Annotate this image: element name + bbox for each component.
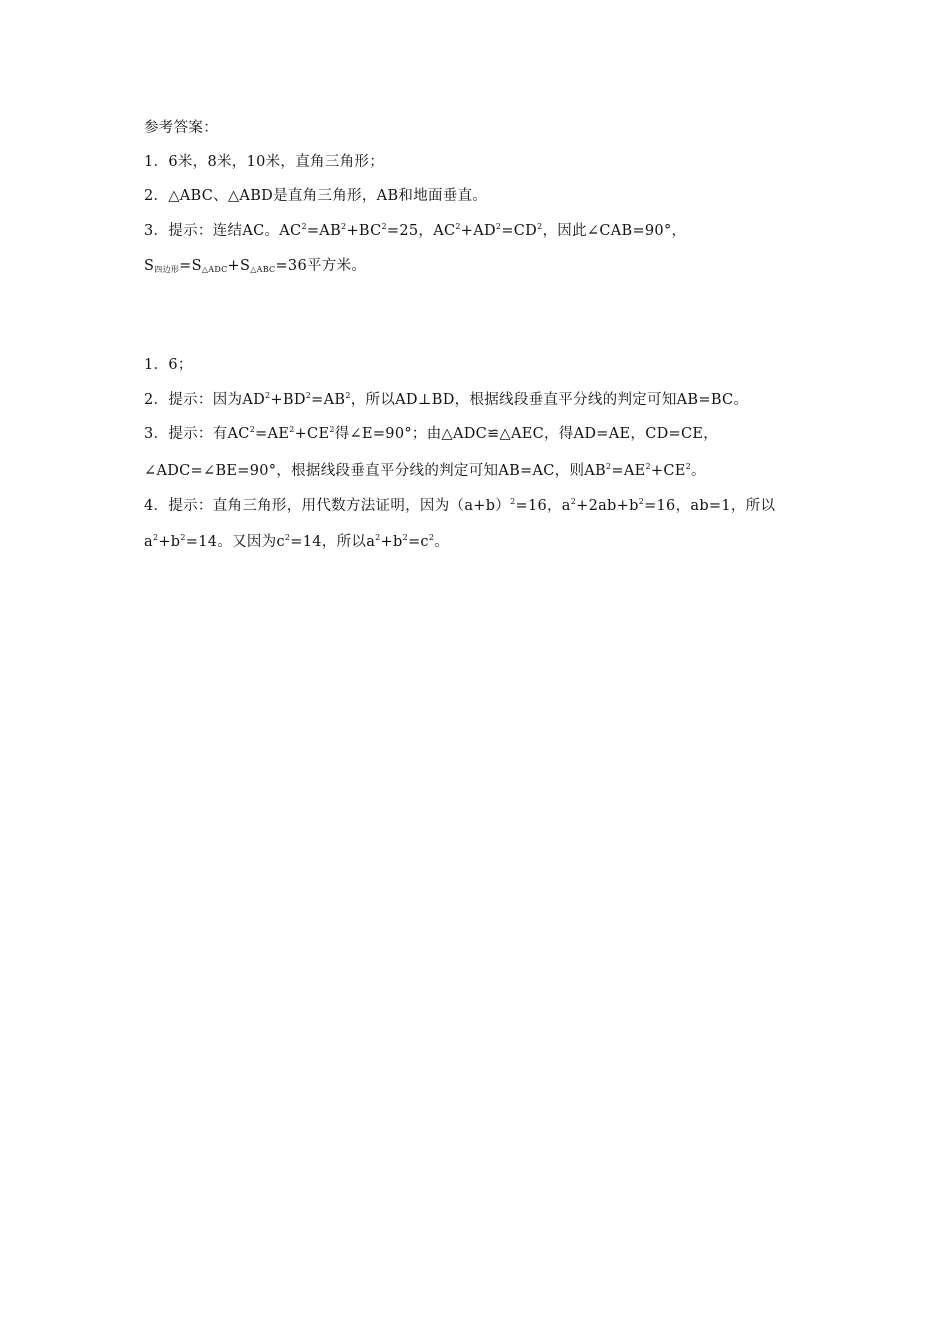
answer-2-4 [144,496,775,516]
subscript: 四边形 [154,265,180,274]
text-run: 3．提示：有AC [144,426,250,442]
text-run: +CE [650,463,686,479]
superscript: 2 [537,222,543,231]
superscript: 2 [455,222,461,231]
superscript: 2 [152,533,159,542]
superscript: 2 [249,425,256,434]
subscript: △ADC [201,265,228,274]
text-run: a [144,534,153,550]
text-run: 3．提示：连结AC。AC [144,223,302,239]
answer-heading: 参考答案： [144,120,218,136]
superscript: 2 [606,462,612,471]
text-run: =36平方米。 [275,258,367,274]
answer-1-3 [144,221,686,241]
text-run: 得∠E=90°；由△ADC≌△AEC，得AD=AE，CD=CE， [334,426,719,442]
superscript: 2 [685,462,692,471]
text-run: +b [380,534,403,550]
text-run: +BD [270,392,306,408]
answer-2-1: 1．6； [144,357,193,373]
text-run: =S [179,258,202,274]
text-run: =AB [306,223,342,239]
superscript: 2 [570,497,577,506]
text-run: =AE [255,426,290,442]
text-run: =25，AC [386,223,456,239]
superscript: 2 [381,222,387,231]
superscript: 2 [341,222,347,231]
superscript: 2 [289,425,295,434]
text-run: +BC [346,223,382,239]
text-run: =16，ab=1，所以 [644,498,776,514]
answer-2-3-continued [144,461,706,481]
text-run: 2．提示：因为AD [144,392,266,408]
answer-1-3-area [144,256,366,276]
text-run: ，所以AD⊥BD，根据线段垂直平分线的判定可知AB=BC。 [350,392,749,408]
superscript: 2 [375,533,381,542]
superscript: 2 [495,222,502,231]
answer-2-2 [144,390,748,410]
subscript: △ABC [250,265,276,274]
text-run: ，因此∠CAB=90°， [542,223,687,239]
text-run: 。 [434,534,450,550]
answer-2-3 [144,424,718,444]
text-run: +2ab+b [576,498,639,514]
text-run: =CD [501,223,538,239]
text-run: =AB [311,392,346,408]
superscript: 2 [265,391,271,400]
text-run: =AE [611,463,646,479]
text-run: +AD [460,223,496,239]
superscript: 2 [345,391,351,400]
text-run: =16，a [515,498,571,514]
answer-1-2: 2．△ABC、△ABD是直角三角形，AB和地面垂直。 [144,188,488,204]
text-run: +CE [294,426,330,442]
superscript: 2 [428,533,435,542]
text-run: +S [227,258,251,274]
text-run: =c [407,534,429,550]
answer-1-1: 1．6米，8米，10米，直角三角形； [144,154,385,170]
superscript: 2 [305,391,312,400]
superscript: 2 [180,533,186,542]
superscript: 2 [329,425,335,434]
text-run: =14，所以a [290,534,376,550]
superscript: 2 [284,533,291,542]
text-run: =14。又因为c [185,534,285,550]
text-run: S [144,258,155,274]
superscript: 2 [402,533,408,542]
text-run: ∠ADC=∠BE=90°，根据线段垂直平分线的判定可知AB=AC，则AB [144,463,606,479]
superscript: 2 [301,222,307,231]
text-run: 。 [691,463,706,479]
answer-2-4-continued [144,532,449,552]
text-run: +b [158,534,181,550]
superscript: 2 [638,497,645,506]
superscript: 2 [510,497,516,506]
superscript: 2 [645,462,651,471]
text-run: 4．提示：直角三角形，用代数方法证明，因为（a+b） [144,498,511,514]
